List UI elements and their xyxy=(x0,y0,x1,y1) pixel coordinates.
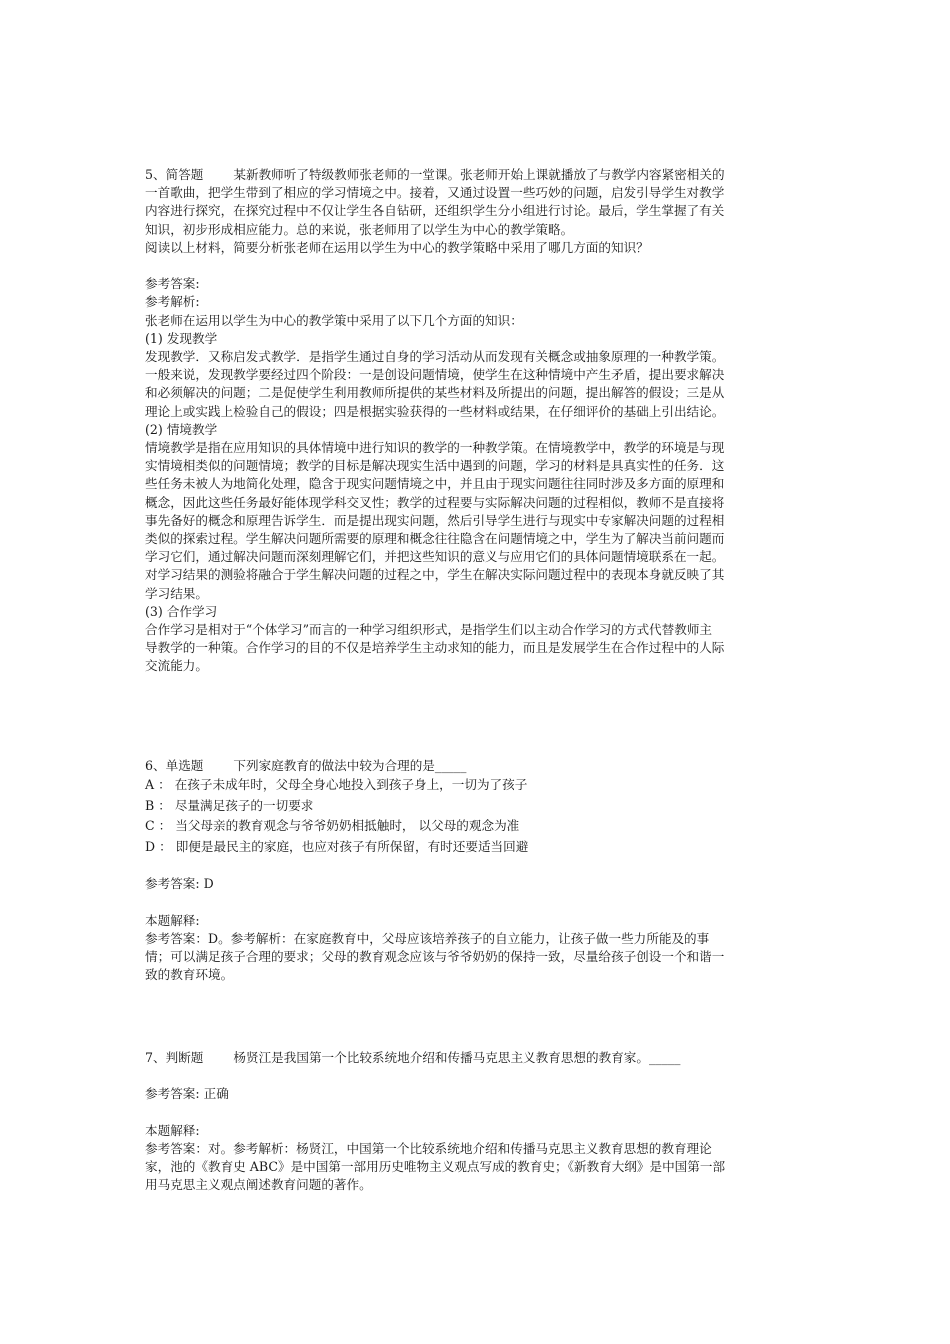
q6-explain-line: 致的教育环境。 xyxy=(145,967,234,983)
q6-option-c: C ： 当父母亲的教育观念与爷爷奶奶相抵触时， 以父母的观念为准 xyxy=(145,818,520,834)
q5-stem-line: 一首歌曲，把学生带到了相应的学习情境之中。接着，又通过设置一些巧妙的问题，启发引导学生对教学 xyxy=(145,185,725,201)
q6-stem: 6、单选题 下列家庭教育的做法中较为合理的是_____ xyxy=(145,758,467,773)
q5-analysis-line: 实情境相类似的问题情境；教学的目标是解决现实生活中遇到的问题，学习的材料是具真实性的任务．这 xyxy=(145,458,725,474)
q5-stem-line: 阅读以上材料，简要分析张老师在运用以学生为中心的教学策略中采用了哪几方面的知识？ xyxy=(145,239,649,255)
q6-explain-line: 情；可以满足孩子合理的要求；父母的教育观念应该与爷爷奶奶的保持一致，尽量给孩子创设一个和谐一 xyxy=(145,949,725,965)
question-7 xyxy=(145,1049,807,1195)
q5-analysis-line: 情境教学是指在应用知识的具体情境中进行知识的教学的一种教学策。在情境教学中，教学的环境是与现 xyxy=(145,440,725,456)
question-5 xyxy=(145,166,807,676)
q5-analysis-line: 张老师在运用以学生为中心的教学策中采用了以下几个方面的知识： xyxy=(145,312,523,328)
q5-analysis-line: 交流能力。 xyxy=(145,658,208,674)
q5-analysis-line: (3) 合作学习 xyxy=(145,603,218,619)
q5-analysis-line: 发现教学．又称启发式教学．是指学生通过自身的学习活动从而发现有关概念或抽象原理的一种教学策。 xyxy=(145,349,725,365)
q5-number-type: 5、简答题 xyxy=(145,167,204,182)
q5-analysis-line: 些任务未被人为地简化处理，隐含于现实问题情境之中，并且由于现实问题往往同时涉及多方面的原理和 xyxy=(145,476,725,492)
q6-option-a: A ： 在孩子未成年时，父母全身心地投入到孩子身上，一切为了孩子 xyxy=(145,777,528,793)
q5-analysis-line: 合作学习是相对于“个体学习”而言的一种学习组织形式，是指学生们以主动合作学习的方式代替教师主 xyxy=(145,622,713,638)
q5-analysis-line: (1) 发现教学 xyxy=(145,330,218,346)
q6-number-type: 6、单选题 xyxy=(145,758,204,773)
q6-answer: 参考答案: D xyxy=(145,876,214,892)
q5-stem-line: 知识，初步形成相应能力。总的来说，张老师用了以学生为中心的教学策略。 xyxy=(145,221,574,237)
q5-analysis-line: (2) 情境教学 xyxy=(145,421,218,437)
q6-option-d: D ： 即便是最民主的家庭，也应对孩子有所保留，有时还要适当回避 xyxy=(145,838,529,854)
q5-analysis-line: 概念，因此这些任务最好能体现学科交叉性；教学的过程要与实际解决问题的过程相似，教师不是直接将 xyxy=(145,494,725,510)
question-6 xyxy=(145,757,807,985)
q5-analysis-line: 和必须解决的问题；二是促使学生利用教师所提供的某些材料及所提出的问题，提出解答的假设；三是从 xyxy=(145,385,725,401)
q5-analysis-line: 事先备好的概念和原理告诉学生．而是提出现实问题，然后引导学生进行与现实中专家解决问题的过程相 xyxy=(145,512,725,528)
q5-analysis-line: 导教学的一种策。合作学习的目的不仅是培养学生主动求知的能力，而且是发展学生在合作过程中的人际 xyxy=(145,640,725,656)
q5-stem-line: 内容进行探究，在探究过程中不仅让学生各自钻研，还组织学生分小组进行讨论。最后，学生掌握了有关 xyxy=(145,203,725,219)
q7-answer: 参考答案: 正确 xyxy=(145,1086,229,1102)
q5-analysis-line: 理论上或实践上检验自己的假设；四是根据实验获得的一些材料或结果，在仔细评价的基础上引出结论。 xyxy=(145,403,725,419)
q7-explain-line: 参考答案：对。参考解析：杨贤江，中国第一个比较系统地介绍和传播马克思主义教育思想的教育理论 xyxy=(145,1140,712,1156)
q5-analysis-line: 一般来说，发现教学要经过四个阶段：一是创设问题情境，使学生在这种情境中产生矛盾，提出要求解决 xyxy=(145,367,725,383)
q7-number-type: 7、判断题 xyxy=(145,1050,204,1065)
q5-analysis-label: 参考解析: xyxy=(145,294,200,310)
q7-explain-line: 家，池的《教育史 ABC》是中国第一部用历史唯物主义观点写成的教育史；《新教育大纲》是中国第一部 xyxy=(145,1159,726,1175)
q5-analysis-line: 学习结果。 xyxy=(145,585,208,601)
q6-option-b: B ： 尽量满足孩子的一切要求 xyxy=(145,797,314,813)
q5-analysis-line: 对学习结果的测验将融合于学生解决问题的过程之中，学生在解决实际问题过程中的表现本身就反映了其 xyxy=(145,567,725,583)
q5-answer-label: 参考答案: xyxy=(145,276,200,292)
q7-explain-label: 本题解释: xyxy=(145,1122,200,1138)
q6-explain-line: 参考答案：D。参考解析：在家庭教育中，父母应该培养孩子的自立能力，让孩子做一些力所能及的事 xyxy=(145,930,710,946)
q5-stem-line: 5、简答题 某新教师听了特级教师张老师的一堂课。张老师开始上课就播放了与教学内容紧密相关的 xyxy=(145,167,725,182)
q5-analysis-line: 学习它们，通过解决问题而深刻理解它们，并把这些知识的意义与应用它们的具体问题情境联系在一起。 xyxy=(145,549,725,565)
q6-explain-label: 本题解释: xyxy=(145,912,200,928)
q7-stem: 7、判断题 杨贤江是我国第一个比较系统地介绍和传播马克思主义教育思想的教育家。_____ xyxy=(145,1050,681,1065)
q7-explain-line: 用马克思主义观点阐述教育问题的著作。 xyxy=(145,1177,372,1193)
q5-analysis-line: 类似的探索过程。学生解决问题所需要的原理和概念往往隐含在问题情境之中，学生为了解决当前问题而 xyxy=(145,531,725,547)
